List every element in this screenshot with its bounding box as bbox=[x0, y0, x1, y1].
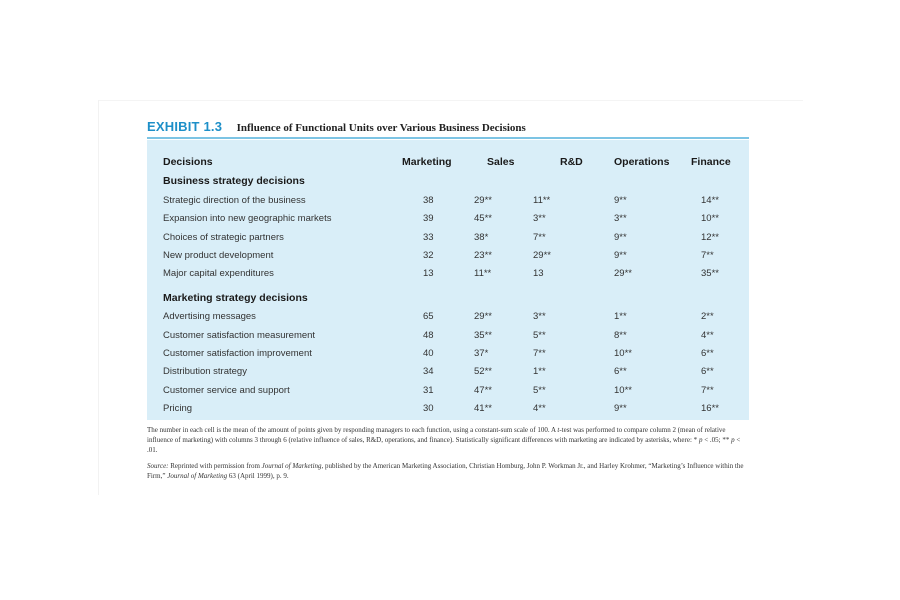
header-marketing: Marketing bbox=[402, 156, 452, 168]
cell-sales: 45** bbox=[474, 213, 492, 224]
row-label: Customer satisfaction measurement bbox=[163, 330, 316, 341]
cell-sales: 23** bbox=[474, 250, 492, 261]
cell-sales: 29** bbox=[474, 311, 492, 322]
cell-operations: 1** bbox=[614, 311, 627, 322]
cell-marketing: 13 bbox=[423, 268, 434, 279]
cell-sales: 37* bbox=[474, 348, 489, 359]
source-text: published by the American Marketing Association, Christian Homburg, John P. Workman Jr., and Harley Krohmer, “Marketing’s Influence within the Firm,” bbox=[147, 462, 744, 480]
exhibit-title bbox=[147, 118, 526, 136]
row-label: Strategic direction of the business bbox=[163, 195, 306, 206]
source-note bbox=[147, 461, 749, 481]
cell-marketing: 48 bbox=[423, 330, 434, 341]
table-row bbox=[147, 211, 749, 227]
table-row bbox=[147, 230, 749, 246]
cell-sales: 47** bbox=[474, 385, 492, 396]
cell-finance: 16** bbox=[701, 403, 719, 414]
cell-finance: 7** bbox=[701, 250, 714, 261]
footnote-text: < .01. bbox=[147, 436, 741, 454]
row-label: New product development bbox=[163, 250, 274, 261]
source-text: Reprinted with permission from bbox=[168, 462, 262, 470]
cell-sales: 11** bbox=[474, 268, 492, 279]
cell-sales: 38* bbox=[474, 232, 489, 243]
table-row bbox=[147, 383, 749, 399]
footnote-text: The number in each cell is the mean of the amount of points given by responding managers to each function, using a constant-sum scale of 100. A bbox=[147, 426, 558, 434]
header-rd: R&D bbox=[560, 156, 583, 168]
cell-finance: 35** bbox=[701, 268, 719, 279]
cell-operations: 9** bbox=[614, 232, 627, 243]
cell-finance: 14** bbox=[701, 195, 719, 206]
cell-operations: 9** bbox=[614, 195, 627, 206]
cell-finance: 10** bbox=[701, 213, 719, 224]
cell-operations: 10** bbox=[614, 385, 632, 396]
cell-finance: 6** bbox=[701, 348, 714, 359]
footnote-text: -test was performed to compare column 2 (mean of relative influence of marketing) with columns 3 through 6 (relative influence of sales, R&D, operations, and finance). Statistically significant differences with marketing are indicated by asterisks, where: * bbox=[147, 426, 726, 444]
cell-rd: 1** bbox=[533, 366, 546, 377]
footnote-p: p bbox=[698, 436, 703, 444]
table-row bbox=[147, 193, 749, 209]
cell-operations: 10** bbox=[614, 348, 632, 359]
exhibit-label: EXHIBIT 1.3 bbox=[147, 119, 223, 134]
cell-marketing: 65 bbox=[423, 311, 434, 322]
cell-marketing: 33 bbox=[423, 232, 434, 243]
row-label: Expansion into new geographic markets bbox=[163, 213, 332, 224]
cell-finance: 6** bbox=[701, 366, 714, 377]
cell-operations: 8** bbox=[614, 330, 627, 341]
cell-marketing: 38 bbox=[423, 195, 434, 206]
table-row bbox=[147, 328, 749, 344]
cell-rd: 29** bbox=[533, 250, 551, 261]
table-row bbox=[147, 346, 749, 362]
row-label: Customer satisfaction improvement bbox=[163, 348, 312, 359]
header-decisions: Decisions bbox=[163, 156, 213, 168]
section-heading-marketing: Marketing strategy decisions bbox=[163, 292, 308, 304]
cell-rd: 3** bbox=[533, 213, 546, 224]
cell-sales: 35** bbox=[474, 330, 492, 341]
cell-operations: 9** bbox=[614, 250, 627, 261]
cell-marketing: 32 bbox=[423, 250, 434, 261]
footnote-p: p bbox=[731, 436, 735, 444]
row-label: Advertising messages bbox=[163, 311, 256, 322]
cell-rd: 7** bbox=[533, 348, 546, 359]
table-row bbox=[147, 309, 749, 325]
header-sales: Sales bbox=[487, 156, 515, 168]
row-label: Distribution strategy bbox=[163, 366, 247, 377]
source-text: 63 (April 1999), p. 9. bbox=[227, 472, 289, 480]
cell-rd: 4** bbox=[533, 403, 546, 414]
cell-operations: 6** bbox=[614, 366, 627, 377]
cell-marketing: 40 bbox=[423, 348, 434, 359]
exhibit-caption: Influence of Functional Units over Various Business Decisions bbox=[236, 122, 526, 134]
cell-operations: 29** bbox=[614, 268, 632, 279]
footnote-t: t bbox=[557, 426, 560, 434]
cell-sales: 29** bbox=[474, 195, 492, 206]
source-journal: Journal of Marketing, bbox=[261, 462, 324, 470]
cell-finance: 2** bbox=[701, 311, 714, 322]
source-journal: Journal of Marketing bbox=[167, 472, 228, 480]
cell-finance: 4** bbox=[701, 330, 714, 341]
page-border-top bbox=[98, 100, 803, 101]
title-rule bbox=[147, 137, 749, 139]
cell-operations: 9** bbox=[614, 403, 627, 414]
row-label: Customer service and support bbox=[163, 385, 290, 396]
cell-sales: 41** bbox=[474, 403, 492, 414]
cell-rd: 5** bbox=[533, 385, 546, 396]
page-border-left bbox=[98, 100, 99, 495]
cell-sales: 52** bbox=[474, 366, 492, 377]
row-label: Choices of strategic partners bbox=[163, 232, 284, 243]
cell-rd: 3** bbox=[533, 311, 546, 322]
row-label: Major capital expenditures bbox=[163, 268, 274, 279]
source-label: Source: bbox=[147, 462, 169, 470]
section-heading-business: Business strategy decisions bbox=[163, 175, 305, 187]
cell-rd: 13 bbox=[533, 268, 544, 279]
cell-rd: 5** bbox=[533, 330, 546, 341]
cell-marketing: 39 bbox=[423, 213, 434, 224]
cell-marketing: 34 bbox=[423, 366, 434, 377]
row-label: Pricing bbox=[163, 403, 193, 414]
cell-finance: 12** bbox=[701, 232, 719, 243]
table-row bbox=[147, 401, 749, 417]
cell-rd: 7** bbox=[533, 232, 546, 243]
table-footnote bbox=[147, 425, 749, 455]
header-operations: Operations bbox=[614, 156, 670, 168]
cell-finance: 7** bbox=[701, 385, 714, 396]
table-row bbox=[147, 364, 749, 380]
header-finance: Finance bbox=[691, 156, 731, 168]
cell-marketing: 31 bbox=[423, 385, 434, 396]
cell-rd: 11** bbox=[533, 195, 551, 206]
cell-marketing: 30 bbox=[423, 403, 434, 414]
footnote-text: < .05; ** bbox=[702, 436, 732, 444]
table-row bbox=[147, 248, 749, 264]
cell-operations: 3** bbox=[614, 213, 627, 224]
table-row bbox=[147, 266, 749, 282]
